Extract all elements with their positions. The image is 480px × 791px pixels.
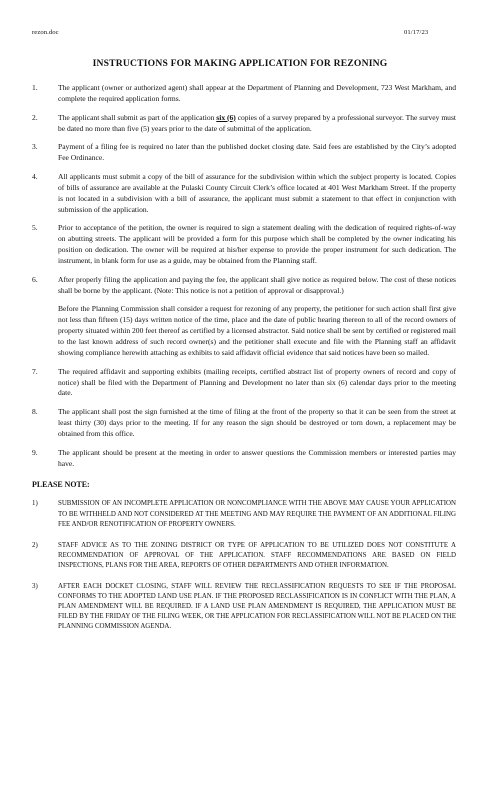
note-number: 2) [32,541,38,549]
item-text: The applicant should be present at the meeting in order to answer questions the Commission members or interested parties may have. [58,447,456,468]
item-number: 5. [32,223,38,233]
item-text [58,113,456,135]
instructions-list [32,83,456,643]
page-title: INSTRUCTIONS FOR MAKING APPLICATION FOR REZONING [92,58,388,69]
note-text: SUBMISSION OF AN INCOMPLETE APPLICATION OR NONCOMPLIANCE WITH THE ABOVE MAY CAUSE YOUR APPLICATION TO BE WITHHELD AND NOT CONSIDERED AT THE MEETING AND MAY REQUIRE THE PAYMENT OF AN ADDITIONAL FILING FEE AND/OR RENOTIFICATION OF PROPERTY OWNERS. [58,500,456,528]
item-number: 4. [32,171,38,181]
item-number: 2. [32,112,38,122]
item-text: The applicant shall post the sign furnished at the time of filing at the front of the property so that it can be seen from the street at least thirty (30) days prior to the meeting. If for any reason the sign should be destroyed or torn down, a replacement may be obtained from this office. [58,407,456,438]
list-item [32,223,456,267]
note-item [32,541,456,572]
note-text: AFTER EACH DOCKET CLOSING, STAFF WILL REVIEW THE RECLASSIFICATION REQUESTS TO SEE IF THE PROPOSAL CONFORMS TO THE ADOPTED LAND USE PLAN. IF THE PROPOSED RECLASSIFICATION IS IN CONFLICT WITH THE PLAN, A PLAN AMENDMENT WILL BE REQUIRED. IF A LAND USE PLAN AMENDMENT IS REQUIRED, THE APPLICATION MUST BE FILED BY THE FRIDAY OF THE FILING WEEK, OR THE APPLICATION FOR RECLASSIFICATION WILL NOT BE PLACED ON THE PLANNING COMMISSION AGENDA. [58,582,456,631]
item-number: 1. [32,83,38,92]
item-number: 9. [32,447,38,457]
note-number: 3) [32,582,38,590]
note-number: 1) [32,500,38,508]
item-text: The required affidavit and supporting exhibits (mailing receipts, certified abstract list of property owners of record and copy of notice) shall be filed with the Department of Planning and Development no later than six (6) calendar days prior to the meeting date. [58,366,456,398]
list-item [32,172,456,216]
item-text: All applicants must submit a copy of the bill of assurance for the subdivision within which the subject property is located. Copies of bills of assurance are available at the Pulaski County Circuit Clerk’s office located at 401 West Markham Street. If the property is not located in a subdivision with a bill of assurance, the applicant must submit a statement to that effect in conjunction with submission of the application. [58,171,456,214]
list-item [32,448,456,470]
list-item [32,113,456,135]
item-text [58,275,456,359]
item-paragraph-notice: Before the Planning Commission shall consider a request for rezoning of any property, the petitioner for such action shall first give not less than fifteen (15) days written notice of the time, place and the date of public hearing thereon to all of the record owners of property situated within 200 feet thereof as certified by a licensed abstractor. Said notice shall be sent by certified or registered mail to the last known address of such record owner(s) and the petitioner shall execute and file with the Planning staff an affidavit showing compliance herewith attaching as exhibits to said affidavit official evidence that said notices have been so mailed. [58,304,456,357]
item-text: The applicant (owner or authorized agent) shall appear at the Department of Planning and Development, 723 West Markham, and complete the required application forms. [58,83,456,103]
item-text-pre: The applicant shall submit as part of the application [58,112,217,122]
item-paragraph: After properly filing the application and paying the fee, the applicant shall give notice as required below. The cost of these notices shall be borne by the applicant. (Note: This notice is not a petition of approval or disapproval.) [58,274,456,295]
notes-heading: PLEASE NOTE: [32,480,90,490]
item-text: Payment of a filing fee is required no later than the published docket closing date. Said fees are established by the City’s adopted Fee Ordinance. [58,142,456,163]
header-filename: rezon.doc [32,29,59,36]
emphasized-count: six (6) [216,112,236,122]
item-number: 6. [32,274,38,284]
note-item [32,582,456,633]
item-text-post: copies of a survey prepared by a professional surveyor. The survey must be dated no more than five (5) years prior to the date of submittal of the application. [58,112,456,133]
list-item [32,407,456,440]
item-number: 8. [32,407,38,417]
note-text: STAFF ADVICE AS TO THE ZONING DISTRICT OR TYPE OF APPLICATION TO BE UTILIZED DOES NOT CONSTITUTE A RECOMMENDATION OF APPROVAL OF THE APPLICATION. STAFF RECOMMENDATIONS ARE BASED ON FIELD INSPECTIONS, PLANS FOR THE AREA, REPORTS OF OTHER DEPARTMENTS AND OTHER INFORMATION. [58,541,456,569]
list-item [32,83,456,105]
header-date: 01/17/23 [404,29,429,36]
item-text: Prior to acceptance of the petition, the owner is required to sign a statement dealing with the dedication of required rights-of-way on abutting streets. The applicant will be provided a form for this purpose which shall be completed by the owner indicating his position on dedication. The owner will be required at his/her expense to provide the proper instrument for such dedication. The instrument, in blank form for use as a guide, may be obtained from the Planning staff. [58,223,456,265]
list-item [32,367,456,400]
item-number: 7. [32,366,38,376]
list-item [32,142,456,164]
item-number: 3. [32,142,38,152]
notes-list [32,499,456,632]
list-item [32,275,456,359]
note-item [32,499,456,530]
